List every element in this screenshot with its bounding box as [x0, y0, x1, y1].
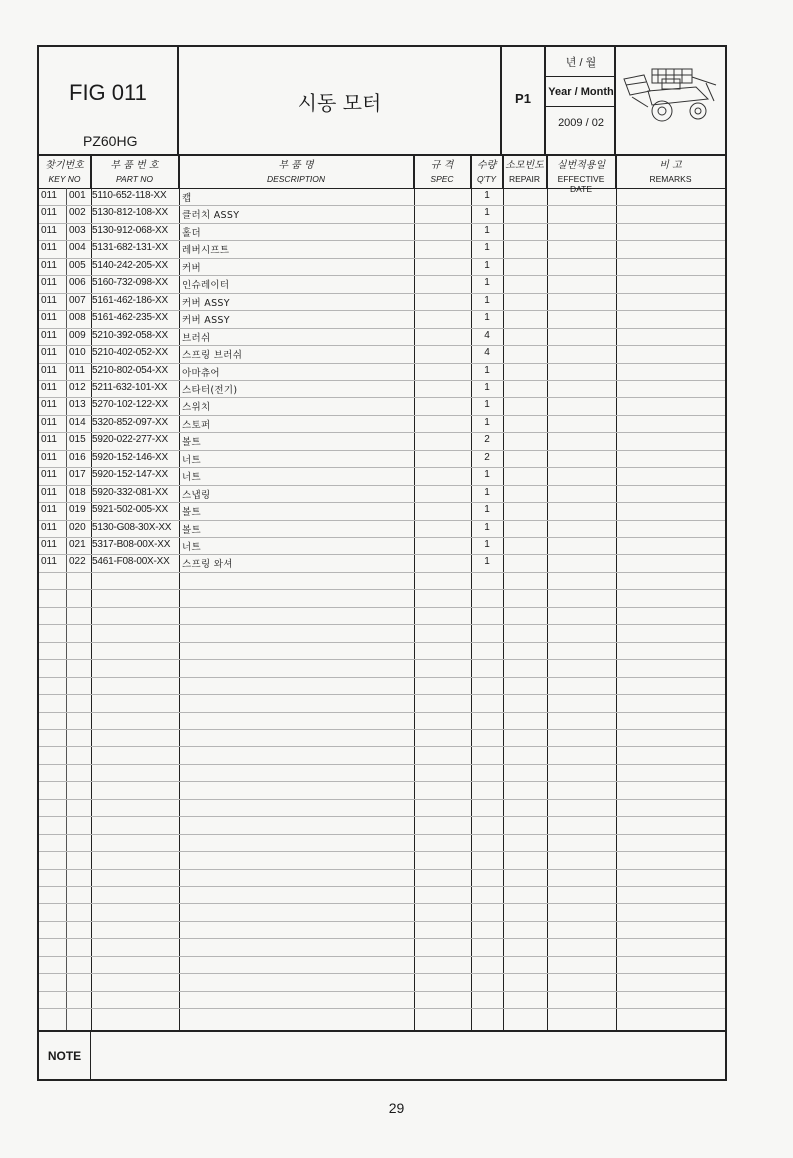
qty-cell: 1 [484, 521, 490, 533]
table-row [39, 328, 725, 345]
qty-cell: 1 [484, 259, 490, 271]
key-fig-cell: 011 [41, 556, 57, 568]
row-rule [39, 694, 725, 695]
description-cell: 너트 [182, 454, 201, 466]
row-rule [39, 886, 725, 887]
table-row [39, 223, 725, 240]
qty-cell: 1 [484, 364, 490, 376]
table-row [39, 450, 725, 467]
table-row [39, 188, 725, 205]
table-row [39, 537, 725, 554]
key-fig-cell: 011 [41, 469, 57, 481]
col-description: 부 품 명 DESCRIPTION [179, 154, 414, 188]
key-no-cell: 021 [69, 539, 86, 550]
note-box [39, 1030, 725, 1081]
row-rule [39, 903, 725, 904]
description-cell: 커버 ASSY [182, 315, 230, 327]
description-cell: 스냅링 [182, 489, 211, 501]
part-no-cell: 5461-F08-00X-XX [92, 556, 170, 568]
part-no-cell: 5130-G08-30X-XX [92, 521, 172, 533]
row-rule [39, 921, 725, 922]
table-row [39, 258, 725, 275]
key-no-cell: 011 [69, 364, 85, 376]
key-no-cell: 008 [69, 312, 86, 324]
key-no-cell: 002 [69, 207, 86, 219]
qty-cell: 2 [484, 451, 490, 463]
part-no-cell: 5211-632-101-XX [92, 381, 168, 393]
key-no-cell: 004 [69, 242, 86, 254]
table-row [39, 363, 725, 380]
table-row [39, 502, 725, 519]
description-cell: 커버 [182, 262, 201, 274]
qty-cell: 1 [484, 539, 490, 550]
key-fig-cell: 011 [41, 259, 57, 271]
key-fig-cell: 011 [41, 329, 57, 341]
table-row [39, 554, 725, 571]
description-cell: 클러치 ASSY [182, 210, 240, 222]
row-rule [39, 677, 725, 678]
qty-cell: 4 [484, 329, 490, 341]
title-cell [179, 47, 502, 154]
key-no-cell: 020 [69, 521, 86, 533]
qty-cell: 1 [484, 207, 490, 219]
row-rule [39, 869, 725, 870]
key-no-cell: 014 [69, 416, 86, 428]
key-no-cell: 001 [69, 190, 86, 201]
qty-cell: 1 [484, 277, 490, 289]
key-fig-cell: 011 [41, 521, 57, 533]
page-code: P1 [515, 91, 531, 106]
key-no-cell: 007 [69, 294, 86, 306]
table-row [39, 432, 725, 449]
key-no-cell: 017 [69, 469, 86, 481]
table-row [39, 397, 725, 414]
qty-cell: 1 [484, 469, 490, 481]
note-label: NOTE [39, 1032, 91, 1081]
row-rule [39, 729, 725, 730]
qty-cell: 1 [484, 556, 490, 568]
row-rule [39, 589, 725, 590]
sheet-header [39, 47, 725, 156]
table-row [39, 345, 725, 362]
part-no-cell: 5920-152-147-XX [92, 469, 168, 481]
part-no-cell: 5920-152-146-XX [92, 451, 168, 463]
key-no-cell: 005 [69, 259, 86, 271]
page-number: 29 [388, 1100, 405, 1116]
key-no-cell: 012 [69, 381, 86, 393]
table-row [39, 275, 725, 292]
table-row [39, 520, 725, 537]
key-fig-cell: 011 [41, 207, 57, 219]
part-no-cell: 5130-912-068-XX [92, 224, 168, 236]
key-fig-cell: 011 [41, 347, 57, 359]
part-no-cell: 5921-502-005-XX [92, 504, 168, 516]
table-row [39, 240, 725, 257]
issue-date: 2009 / 02 [558, 117, 604, 129]
part-no-cell: 5210-402-052-XX [92, 347, 168, 359]
key-fig-cell: 011 [41, 294, 57, 306]
description-cell: 스타터(전기) [182, 384, 238, 396]
description-cell: 스위치 [182, 402, 211, 414]
description-cell: 아마츄어 [182, 367, 220, 379]
col-qty: 수량 Q'TY [471, 154, 503, 188]
row-rule [39, 834, 725, 835]
qty-cell: 1 [484, 504, 490, 516]
parts-list-sheet [37, 45, 727, 1081]
table-row [39, 415, 725, 432]
qty-cell: 1 [484, 190, 490, 201]
row-rule [39, 764, 725, 765]
key-fig-cell: 011 [41, 277, 57, 289]
description-cell: 레버시프트 [182, 245, 230, 257]
key-fig-cell: 011 [41, 190, 57, 201]
col-effective-date: 실번적용일 EFFECTIVE DATE [547, 154, 616, 188]
qty-cell: 2 [484, 434, 490, 446]
column-header [39, 154, 725, 194]
qty-cell: 1 [484, 416, 490, 428]
row-rule [39, 1008, 725, 1009]
description-cell: 캡 [182, 193, 192, 204]
part-no-cell: 5210-802-054-XX [92, 364, 168, 376]
row-rule [39, 991, 725, 992]
table-row [39, 293, 725, 310]
machine-image-cell [616, 47, 725, 154]
part-no-cell: 5160-732-098-XX [92, 277, 168, 289]
row-rule [39, 624, 725, 625]
key-fig-cell: 011 [41, 434, 57, 446]
part-no-cell: 5161-462-235-XX [92, 312, 168, 324]
row-rule [39, 973, 725, 974]
part-no-cell: 5920-332-081-XX [92, 486, 168, 498]
part-no-cell: 5317-B08-00X-XX [92, 539, 171, 550]
key-fig-cell: 011 [41, 486, 57, 498]
qty-cell: 1 [484, 486, 490, 498]
key-no-cell: 019 [69, 504, 86, 516]
fig-cell [39, 47, 179, 154]
part-no-cell: 5320-852-097-XX [92, 416, 168, 428]
part-no-cell: 5110-652-118-XX [92, 190, 167, 201]
description-cell: 스토퍼 [182, 419, 211, 431]
key-fig-cell: 011 [41, 312, 57, 324]
description-cell: 인슈레이터 [182, 280, 230, 292]
qty-cell: 1 [484, 224, 490, 236]
row-rule [39, 799, 725, 800]
row-rule [39, 642, 725, 643]
key-no-cell: 006 [69, 277, 86, 289]
qty-cell: 4 [484, 347, 490, 359]
key-fig-cell: 011 [41, 451, 57, 463]
row-rule [39, 816, 725, 817]
description-cell: 너트 [182, 542, 201, 553]
key-no-cell: 018 [69, 486, 86, 498]
key-fig-cell: 011 [41, 381, 57, 393]
page-cell [502, 47, 546, 154]
key-no-cell: 016 [69, 451, 86, 463]
description-cell: 홀더 [182, 227, 201, 239]
col-part-no: 부 품 번 호 PART NO [91, 154, 179, 188]
key-fig-cell: 011 [41, 539, 57, 550]
part-no-cell: 5131-682-131-XX [92, 242, 168, 254]
part-no-cell: 5270-102-122-XX [92, 399, 168, 411]
row-rule [39, 607, 725, 608]
qty-cell: 1 [484, 294, 490, 306]
col-spec: 규 격 SPEC [414, 154, 471, 188]
key-fig-cell: 011 [41, 399, 57, 411]
part-no-cell: 5210-392-058-XX [92, 329, 168, 341]
description-cell: 커버 ASSY [182, 297, 230, 309]
year-month-label-en: Year / Month [546, 76, 616, 107]
description-cell: 너트 [182, 472, 201, 484]
fig-number: FIG 011 [69, 80, 147, 105]
description-cell: 볼트 [182, 437, 201, 449]
row-rule [39, 572, 725, 573]
description-cell: 스프링 와셔 [182, 559, 233, 571]
key-fig-cell: 011 [41, 224, 57, 236]
key-no-cell: 010 [69, 347, 86, 359]
key-no-cell: 003 [69, 224, 86, 236]
key-no-cell: 013 [69, 399, 86, 411]
row-rule [39, 781, 725, 782]
part-no-cell: 5130-812-108-XX [92, 207, 168, 219]
row-rule [39, 938, 725, 939]
rice-transplanter-icon [622, 55, 720, 127]
row-rule [39, 712, 725, 713]
description-cell: 볼트 [182, 524, 201, 536]
key-no-cell: 015 [69, 434, 86, 446]
row-rule [39, 659, 725, 660]
qty-cell: 1 [484, 312, 490, 324]
row-rule [39, 851, 725, 852]
description-cell: 볼트 [182, 507, 201, 519]
key-no-cell: 009 [69, 329, 86, 341]
col-remarks: 비 고 REMARKS [649, 160, 692, 184]
model-name: PZ60HG [83, 133, 138, 149]
key-fig-cell: 011 [41, 504, 57, 516]
row-rule [39, 746, 725, 747]
key-fig-cell: 011 [41, 242, 57, 254]
qty-cell: 1 [484, 381, 490, 393]
year-month-cell [546, 47, 616, 154]
key-no-cell: 022 [69, 556, 86, 568]
description-cell: 스프링 브러쉬 [182, 350, 243, 362]
page-title: 시동 모터 [297, 91, 382, 115]
table-row [39, 310, 725, 327]
col-repair: 소모빈도 REPAIR [503, 154, 547, 188]
table-row [39, 205, 725, 222]
qty-cell: 1 [484, 399, 490, 411]
table-row [39, 485, 725, 502]
key-fig-cell: 011 [41, 416, 57, 428]
row-rule [39, 956, 725, 957]
part-no-cell: 5140-242-205-XX [92, 259, 168, 271]
qty-cell: 1 [484, 242, 490, 254]
part-no-cell: 5920-022-277-XX [92, 434, 168, 446]
table-row [39, 467, 725, 484]
description-cell: 브러쉬 [182, 332, 211, 344]
year-month-label-ko: 년 / 월 [565, 57, 597, 69]
table-row [39, 380, 725, 397]
col-key-no: 찾기번호 KEY NO [39, 154, 91, 188]
part-no-cell: 5161-462-186-XX [92, 294, 168, 306]
key-fig-cell: 011 [41, 364, 57, 376]
